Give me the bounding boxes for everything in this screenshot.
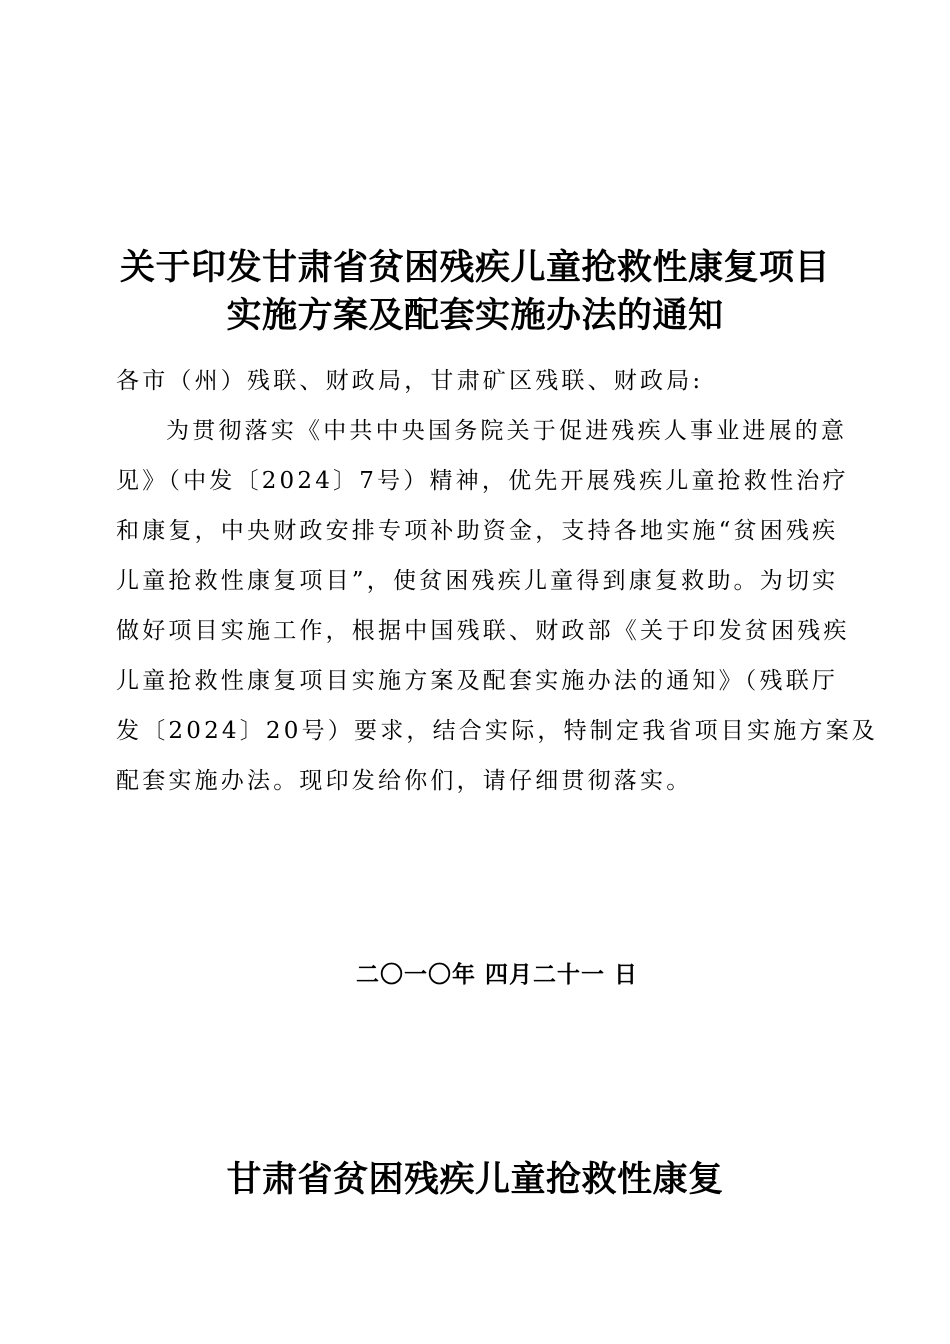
- paragraph-line: 做好项目实施工作，根据中国残联、财政部《关于印发贫困残疾: [116, 618, 850, 644]
- issue-date: 二〇一〇年 四月二十一 日: [356, 962, 639, 988]
- body-paragraph: [116, 406, 878, 806]
- document-title-line-1: 关于印发甘肃省贫困残疾儿童抢救性康复项目: [119, 248, 830, 288]
- paragraph-line: 为贯彻落实《中共中央国务院关于促进残疾人事业进展的意: [166, 418, 848, 444]
- document-title-line-2: 实施方案及配套实施办法的通知: [226, 296, 724, 336]
- paragraph-line: 儿童抢救性康复项目实施方案及配套实施办法的通知》（残联厅: [116, 668, 839, 694]
- salutation: 各市（州）残联、财政局，甘肃矿区残联、财政局:: [116, 368, 704, 394]
- section-title: 甘肃省贫困残疾儿童抢救性康复: [226, 1160, 724, 1200]
- paragraph-line: 发〔2024〕20号）要求，结合实际，特制定我省项目实施方案及: [116, 718, 878, 744]
- paragraph-line: 配套实施办法。现印发给你们，请仔细贯彻落实。: [116, 768, 693, 794]
- paragraph-line: 见》（中发〔2024〕7号）精神，优先开展残疾儿童抢救性治疗: [116, 468, 849, 494]
- paragraph-line: 和康复，中央财政安排专项补助资金，支持各地实施“贫困残疾: [116, 518, 839, 544]
- paragraph-line: 儿童抢救性康复项目”，使贫困残疾儿童得到康复救助。为切实: [116, 568, 839, 594]
